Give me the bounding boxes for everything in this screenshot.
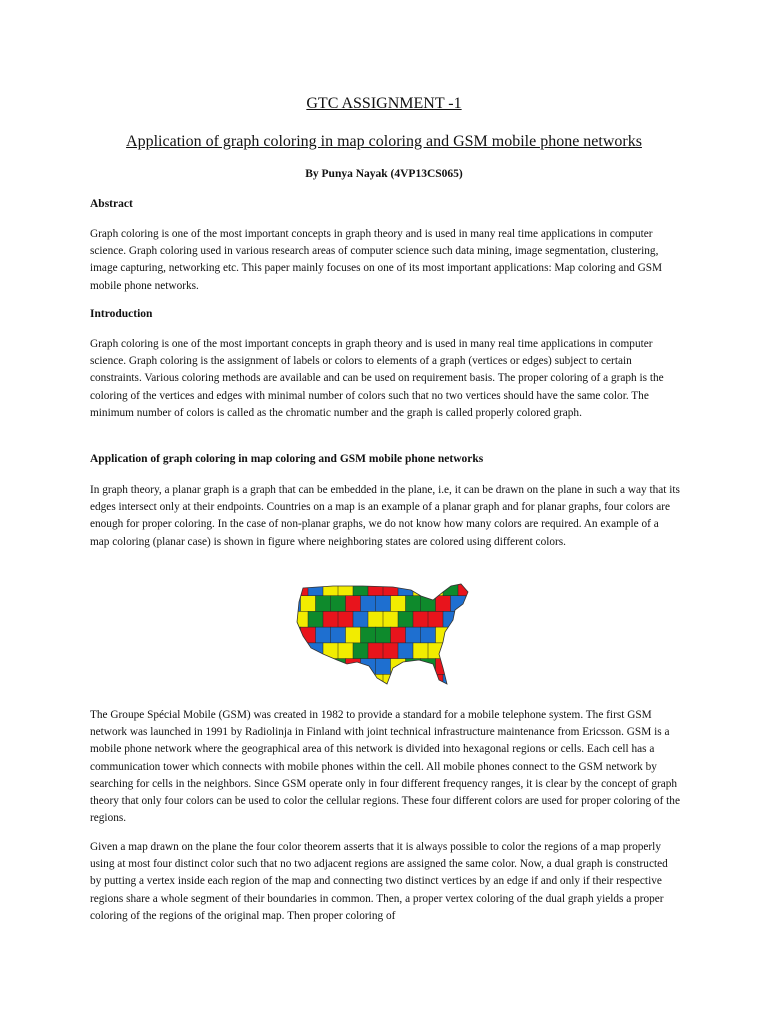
map-state-region	[458, 643, 473, 659]
map-state-region	[338, 580, 353, 596]
map-state-region	[353, 580, 368, 596]
assignment-title: GTC ASSIGNMENT -1	[306, 95, 462, 112]
map-state-region	[338, 611, 353, 627]
map-state-region	[413, 580, 428, 596]
map-state-region	[413, 643, 428, 659]
author-byline: By Punya Nayak (4VP13CS065)	[305, 168, 463, 180]
map-state-region	[368, 580, 383, 596]
map-state-region	[398, 643, 413, 659]
map-state-region	[331, 627, 346, 643]
map-state-region	[293, 659, 301, 675]
map-state-region	[323, 643, 338, 659]
abstract-heading: Abstract	[90, 198, 133, 210]
map-state-region	[391, 659, 406, 675]
gsm-paragraph: The Groupe Spécial Mobile (GSM) was created in 1982 to provide a standard for a mobile telephone system. The first GSM network was launched in 1991 by Radiolinja in Finland with joint technical infrastructure maintenance from Ericsson. GSM is a mobile phone network where the geographical area of this network is divided into hexagonal regions or cells. Each cell has a communication tower which connects with mobile phones within the cell. All mobile phones connect to the GSM network by searching for cells in the neighbors. Since GSM operate only in four different frequency ranges, it is clear by the concept of graph theory that only four colors can be used to color the cellular regions. These four different colors are used for proper coloring of the regions.	[90, 709, 680, 825]
map-state-region	[458, 611, 473, 627]
map-state-region	[323, 611, 338, 627]
map-state-region	[398, 611, 413, 627]
map-state-region	[338, 643, 353, 659]
map-state-region	[361, 596, 376, 612]
map-state-region	[413, 611, 428, 627]
introduction-heading: Introduction	[90, 308, 153, 320]
map-state-region	[436, 596, 451, 612]
map-state-region	[368, 611, 383, 627]
map-state-region	[346, 596, 361, 612]
map-state-region	[353, 643, 368, 659]
application-heading: Application of graph coloring in map coloring and GSM mobile phone networks	[90, 453, 484, 465]
map-state-region	[421, 627, 436, 643]
map-state-region	[428, 611, 443, 627]
map-state-region	[383, 674, 398, 690]
map-state-region	[293, 611, 308, 627]
map-state-region	[368, 643, 383, 659]
application-paragraph: In graph theory, a planar graph is a graph that can be embedded in the plane, i.e, it can be drawn on the plane in such a way that its edges intersect only at their endpoints. Countries on a map is an example of a planar graph and for planar graphs, four colors are enough for proper coloring. In the case of non-planar graphs, we do not know how many colors are required. An example of a map coloring (planar case) is shown in figure where neighboring states are colored using different colors.	[90, 484, 680, 548]
map-state-region	[293, 627, 301, 643]
map-state-region	[316, 627, 331, 643]
map-state-region	[376, 596, 391, 612]
map-state-region	[436, 659, 451, 675]
map-state-region	[383, 580, 398, 596]
paper-title: Application of graph coloring in map coloring and GSM mobile phone networks	[126, 133, 642, 150]
map-state-region	[391, 627, 406, 643]
map-state-region	[383, 643, 398, 659]
map-state-region	[413, 674, 428, 690]
map-state-region	[293, 643, 308, 659]
map-state-region	[308, 580, 323, 596]
map-state-region	[443, 643, 458, 659]
map-state-region	[293, 674, 308, 690]
map-state-region	[443, 580, 458, 596]
map-state-region	[383, 611, 398, 627]
map-state-region	[346, 627, 361, 643]
map-state-region	[301, 659, 316, 675]
us-map-coloring-figure	[293, 580, 473, 690]
introduction-paragraph: Graph coloring is one of the most important concepts in graph theory and is used in many real time applications in computer science. Graph coloring is the assignment of labels or colors to elements of a graph (vertices or edges) subject to certain constraints. Various coloring methods are available and can be used on requirement basis. The proper coloring of a graph is the coloring of the vertices and edges with minimal number of colors such that no two vertices should have the same color. The minimum number of colors is called as the chromatic number and the graph is called properly colored graph.	[90, 338, 664, 419]
map-state-region	[323, 674, 338, 690]
map-state-region	[316, 596, 331, 612]
map-state-region	[451, 627, 466, 643]
map-state-region	[361, 627, 376, 643]
map-state-region	[331, 659, 346, 675]
map-state-region	[428, 674, 443, 690]
map-state-region	[443, 611, 458, 627]
map-state-region	[406, 627, 421, 643]
map-state-region	[353, 674, 368, 690]
map-state-region	[323, 580, 338, 596]
map-state-region	[301, 596, 316, 612]
map-state-region	[331, 596, 346, 612]
map-state-region	[451, 596, 466, 612]
map-state-region	[376, 627, 391, 643]
map-state-region	[376, 659, 391, 675]
map-state-region	[458, 674, 473, 690]
map-state-region	[458, 580, 473, 596]
map-state-region	[406, 596, 421, 612]
map-state-region	[308, 611, 323, 627]
four-color-theorem-paragraph: Given a map drawn on the plane the four color theorem asserts that it is always possible to color the regions of a map properly using at most four distinct color such that no two adjacent regions are assigned the same color. Now, a dual graph is constructed by putting a vertex inside each region of the map and connecting two distinct vertices by an edge if and only if their respective regions share a whole segment of their boundaries in common. Then, a proper vertex coloring of the dual graph yields a proper coloring of the regions of the original map. Then proper coloring of	[90, 841, 668, 922]
abstract-paragraph: Graph coloring is one of the most important concepts in graph theory and is used in many real time applications in computer science. Graph coloring used in various research areas of computer science such data mining, image segmentation, clustering, image capturing, networking etc. This paper mainly focuses on one of its most important applications: Map coloring and GSM mobile phone networks.	[90, 228, 663, 292]
map-state-region	[451, 659, 466, 675]
map-state-region	[308, 674, 323, 690]
map-state-region	[338, 674, 353, 690]
map-state-region	[391, 596, 406, 612]
map-state-region	[398, 674, 413, 690]
map-state-region	[316, 659, 331, 675]
map-state-region	[308, 643, 323, 659]
map-state-region	[428, 643, 443, 659]
map-state-region	[353, 611, 368, 627]
map-state-region	[346, 659, 361, 675]
